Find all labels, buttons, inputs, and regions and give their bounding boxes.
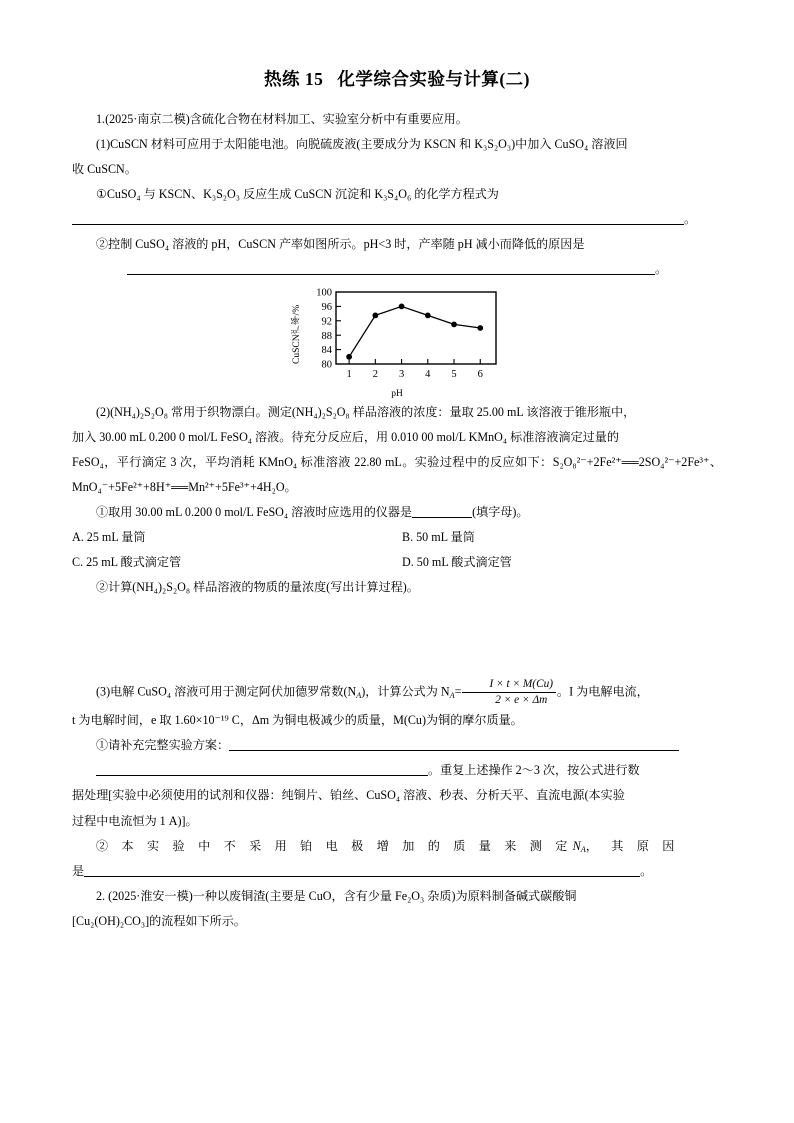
q1-p2-sub1-text: ①取用 30.00 mL 0.200 0 mol/L FeSO₄ 溶液时应选用的仪器是: [96, 505, 413, 520]
svg-text:84: 84: [321, 345, 332, 357]
q1-part3-line2: t 为电解时间，e 取 1.60×10⁻¹⁹ C，Δm 为铜电极减少的质量，M(Cu)为铜的摩尔质量。: [72, 713, 523, 728]
q1-part2-line3: [72, 450, 722, 500]
q1-equation-1: S₂O₈²⁻+2Fe²⁺══2SO₄²⁻+2Fe³⁺: [552, 455, 710, 470]
q1-part3-text-a: (3)电解 CuSO₄ 溶液可用于测定阿伏加德罗常数(N: [96, 685, 357, 700]
q1-p2-sub1-tail: (填字母)。: [472, 505, 529, 520]
q1-p3-sub2-na: N: [572, 838, 581, 853]
q1-part2-line3-text: FeSO₄，平行滴定 3 次，平均消耗 KMnO₄ 标准溶液 22.80 mL。实验过程中的反应如下：: [72, 455, 553, 470]
q1-part2-line1: (2)(NH₄)₂S₂O₈ 常用于织物漂白。测定(NH₄)₂S₂O₈ 样品溶液的浓度：量取 25.00 mL 该溶液于锥形瓶中，: [96, 405, 636, 420]
q1-equation-2: MnO₄⁻+5Fe²⁺+8H⁺══Mn²⁺+5Fe³⁺+4H₂O。: [72, 480, 297, 495]
q1-p3-sub2-answer-row: [72, 859, 722, 884]
chart-data-points: [347, 304, 483, 359]
formula-denominator: 2 × e × Δm: [462, 692, 556, 707]
page-title: [72, 66, 722, 91]
svg-text:88: 88: [321, 331, 332, 343]
q1-p3-sub1-cont: [72, 758, 722, 783]
option-a[interactable]: [72, 525, 402, 550]
chart-y-axis-label: CuSCN产率/%: [292, 304, 302, 364]
q1-equation-separator: 、: [709, 455, 722, 470]
q1-p2-sub1-prompt: [72, 500, 722, 525]
cuscn-yield-chart: [292, 288, 502, 400]
chart-plot-area: [306, 288, 502, 384]
q1-part3-text-b: )，计算公式为 N: [361, 685, 450, 700]
answer-blank-1[interactable]: [72, 224, 684, 225]
q1-p3-sub2-punct: 。: [640, 863, 653, 878]
option-b[interactable]: [402, 525, 722, 550]
q1-p3-sub1-cont-text: 。重复上述操作 2～3 次，按公式进行数: [428, 763, 640, 778]
svg-text:1: 1: [346, 369, 352, 381]
answer-blank-4[interactable]: [229, 750, 679, 751]
q1-sub2-answer-row: [72, 257, 722, 282]
q1-p3-sub2-prefix: 是: [72, 863, 85, 878]
q1-part3-line1: [72, 678, 722, 708]
q1-p2-sub2-prompt: ②计算(NH₄)₂S₂O₈ 样品溶液的物质的量浓度(写出计算过程)。: [96, 580, 419, 595]
formula-numerator: I × t × M(Cu): [489, 678, 554, 691]
q1-p3-sub1-prompt: [72, 733, 722, 758]
answer-blank-6[interactable]: [84, 876, 640, 877]
q1-p3-sub2-prompt: [72, 834, 722, 859]
q1-part3-text-c: =: [454, 685, 462, 700]
option-d-key: D.: [402, 555, 414, 570]
svg-text:6: 6: [477, 369, 483, 381]
q1-sub1-answer-row: [72, 207, 722, 232]
question-1-stem: 1.(2025·南京二模)含硫化合物在材料加工、实验室分析中有重要应用。: [96, 112, 468, 126]
q1-sub1-punct: 。: [684, 212, 697, 227]
q1-p3-sub2-text: ② 本 实 验 中 不 采 用 铂 电 极 增 加 的 质 量 来 测 定: [96, 838, 573, 853]
cuscn-yield-chart-container: [72, 288, 722, 400]
svg-text:4: 4: [425, 369, 431, 381]
q1-part2-line2: 加入 30.00 mL 0.200 0 mol/L FeSO₄ 溶液。待充分反应后，用 0.010 00 mol/L KMnO₄ 标准溶液滴定过量的: [72, 430, 619, 445]
svg-text:100: 100: [316, 288, 332, 299]
q1-p3-sub1-line3: 据处理[实验中必须使用的试剂和仪器：纯铜片、铂丝、CuSO₄ 溶液、秒表、分析天平、直流电源(本实验: [72, 788, 625, 803]
na-subscript-3: A: [580, 844, 586, 854]
answer-blank-3[interactable]: [412, 517, 472, 518]
option-b-key: B.: [402, 530, 414, 545]
question-2-line2: [Cu₂(OH)₂CO₃]的流程如下所示。: [72, 913, 246, 928]
svg-text:3: 3: [398, 369, 405, 381]
title-main: 化学综合实验与计算(二): [337, 69, 531, 89]
work-space-area[interactable]: [72, 600, 722, 678]
chart-x-tick-labels: [346, 369, 482, 380]
q1-sub2-punct: 。: [654, 262, 668, 277]
q1-sub1-prompt: ①CuSO₄ 与 KSCN、K₃S₂O₃ 反应生成 CuSCN 沉淀和 K₃S₄O₆ 的化学方程式为: [96, 187, 499, 202]
svg-text:80: 80: [321, 359, 332, 371]
q1-p3-sub1-text: ①请补充完整实验方案：: [96, 738, 230, 753]
chart-x-ticks: [349, 359, 480, 364]
option-a-key: A.: [72, 530, 84, 545]
option-b-text: 50 mL 量筒: [416, 530, 475, 545]
svg-text:92: 92: [321, 316, 332, 328]
answer-blank-2[interactable]: [127, 274, 655, 275]
title-prefix: 热练 15: [263, 69, 324, 89]
option-d[interactable]: [402, 550, 722, 575]
option-c[interactable]: [72, 550, 402, 575]
q1-options-grid: [72, 525, 722, 575]
option-d-text: 50 mL 酸式滴定管: [416, 555, 512, 570]
page-content: [72, 66, 722, 934]
question-2-line1: 2. (2025·淮安一模)一种以废铜渣(主要是 CuO，含有少量 Fe₂O₃ 杂质)为原料制备碱式碳酸铜: [96, 888, 577, 903]
answer-blank-5[interactable]: [96, 775, 428, 776]
q1-part1-line1: (1)CuSCN 材料可应用于太阳能电池。向脱硫废液(主要成分为 KSCN 和 K₃S₂O₃)中加入 CuSO₄ 溶液回: [96, 137, 628, 152]
option-c-text: 25 mL 酸式滴定管: [86, 555, 182, 570]
svg-text:96: 96: [321, 302, 332, 314]
chart-x-axis-label: pH: [391, 389, 403, 400]
chart-data-line: [349, 307, 480, 357]
option-c-key: C.: [72, 555, 84, 570]
q1-sub2-prompt: ②控制 CuSO₄ 溶液的 pH，CuSCN 产率如图所示。pH<3 时，产率随 pH 减小而降低的原因是: [96, 237, 585, 252]
option-a-text: 25 mL 量筒: [86, 530, 146, 545]
q1-p3-sub1-line4: 过程中电流恒为 1 A)]。: [72, 813, 198, 828]
svg-text:5: 5: [451, 369, 457, 381]
q1-p3-sub2-tail: ， 其 原 因: [585, 838, 680, 853]
q1-part1-line2: 收 CuSCN。: [72, 162, 137, 177]
na-subscript-2: A: [449, 691, 455, 701]
q1-part3-text-d: 。I 为电解电流，: [557, 685, 649, 700]
chart-y-ticks: [336, 292, 341, 364]
na-subscript-1: A: [356, 691, 362, 701]
avogadro-formula-fraction: [462, 677, 556, 707]
svg-text:2: 2: [372, 369, 378, 381]
chart-y-tick-labels: [316, 288, 333, 371]
